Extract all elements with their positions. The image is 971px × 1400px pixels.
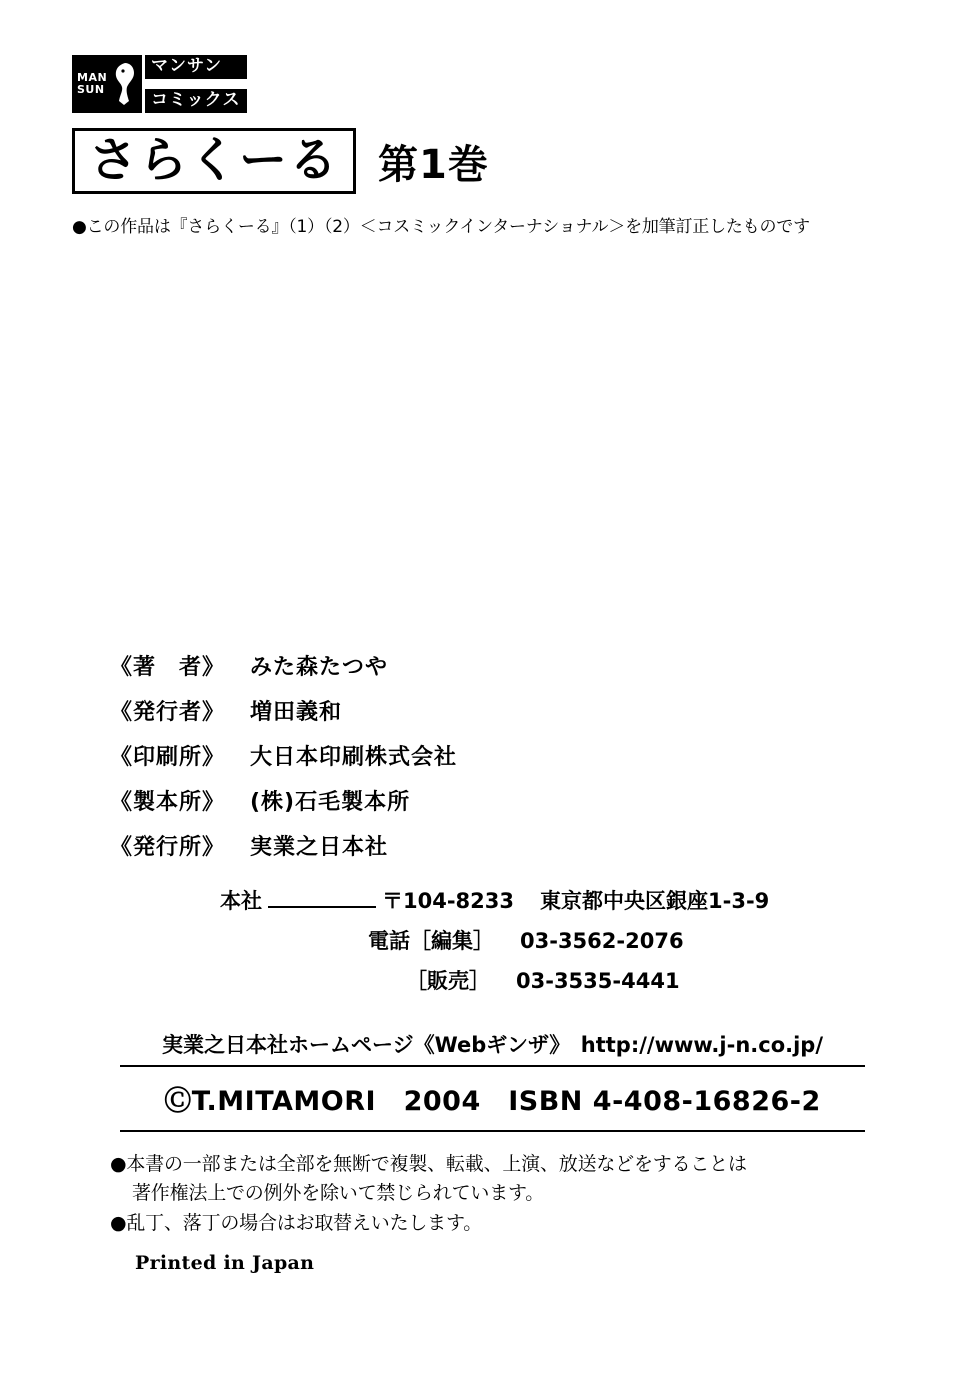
logo-mark-line1: MAN bbox=[77, 71, 108, 85]
copyright-isbn-line: ⒸT.MITAMORI 2004 ISBN 4-408-16826-2 bbox=[120, 1079, 865, 1132]
legal-note-1: ●本書の一部または全部を無断で複製、転載、上演、放送などをすることは bbox=[110, 1153, 747, 1175]
colophon-value: みた森たつや bbox=[250, 655, 389, 680]
legal-notes bbox=[110, 1150, 870, 1238]
colophon-row bbox=[110, 695, 870, 726]
logo-mark-text bbox=[72, 72, 107, 95]
legal-note-2: ●乱丁、落丁の場合はお取替えいたします。 bbox=[110, 1211, 483, 1234]
colophon-label: 《著 者》 bbox=[110, 655, 226, 680]
logo-word-2: コミックス bbox=[145, 89, 247, 113]
page-title: さらくーる bbox=[72, 128, 356, 194]
tel-sales-line bbox=[110, 965, 870, 995]
colophon-row bbox=[110, 650, 870, 681]
street-address: 東京都中央区銀座1-3-9 bbox=[540, 889, 770, 913]
tel-sales-label: ［販売］ bbox=[406, 969, 490, 993]
colophon-value: (株)石毛製本所 bbox=[250, 790, 411, 815]
logo-words bbox=[145, 55, 247, 113]
address-block bbox=[110, 885, 870, 995]
colophon-row bbox=[110, 830, 870, 861]
volume-label: 第1巻 bbox=[378, 142, 489, 189]
colophon-row bbox=[110, 785, 870, 816]
logo-mark bbox=[72, 55, 142, 113]
address-line bbox=[110, 885, 870, 915]
colophon bbox=[110, 650, 870, 1238]
title-row bbox=[72, 128, 489, 194]
colophon-value: 実業之日本社 bbox=[250, 835, 389, 860]
tel-editorial-label: 電話［編集］ bbox=[368, 929, 494, 953]
postal-code: 〒104-8233 bbox=[382, 889, 514, 913]
colophon-label: 《印刷所》 bbox=[110, 745, 226, 770]
colophon-label: 《発行者》 bbox=[110, 700, 226, 725]
colophon-label: 《発行所》 bbox=[110, 835, 226, 860]
tel-sales-number: 03-3535-4441 bbox=[516, 969, 680, 993]
colophon-value: 増田義和 bbox=[250, 700, 343, 725]
colophon-label: 《製本所》 bbox=[110, 790, 226, 815]
divider bbox=[268, 906, 376, 908]
colophon-value: 大日本印刷株式会社 bbox=[250, 745, 458, 770]
logo-mark-line2: SUN bbox=[77, 83, 105, 96]
tel-editorial-number: 03-3562-2076 bbox=[520, 929, 684, 953]
homepage-line: 実業之日本社ホームページ《Webギンザ》 http://www.j-n.co.jp/ bbox=[120, 1029, 865, 1067]
head-office-label: 本社 bbox=[220, 889, 262, 913]
printed-in-japan: Printed in Japan bbox=[135, 1252, 315, 1274]
logo-word-1: マンサン bbox=[145, 55, 247, 79]
tel-editorial-line bbox=[110, 925, 870, 955]
colophon-row bbox=[110, 740, 870, 771]
legal-note-1-cont: 著作権法上での例外を除いて禁じられています。 bbox=[132, 1182, 545, 1205]
publisher-logo bbox=[72, 55, 247, 113]
source-note: ●この作品は『さらくーる』（1）（2）＜コスミックインターナショナル＞を加筆訂正したものです bbox=[72, 217, 810, 237]
bird-icon bbox=[112, 61, 138, 107]
